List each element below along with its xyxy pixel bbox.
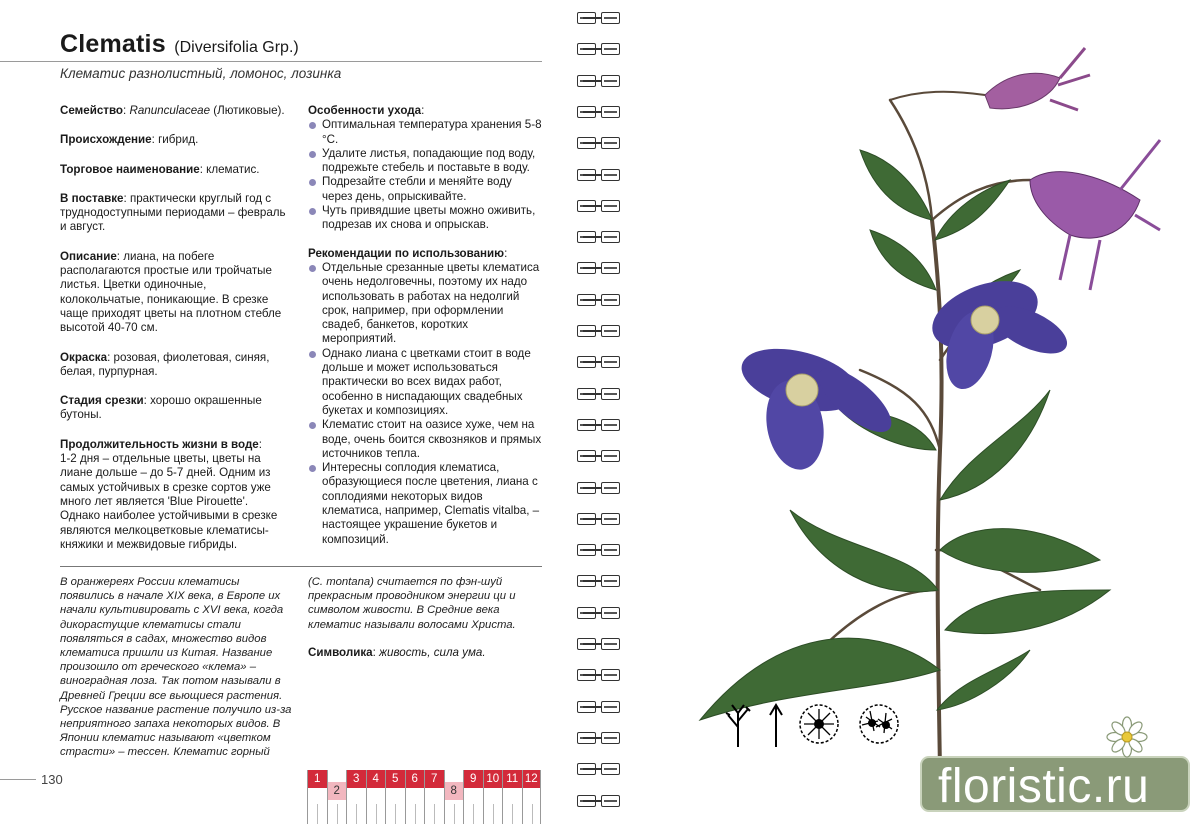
page-title (60, 30, 299, 59)
month-tick (454, 804, 455, 824)
month-label: 8 (445, 782, 464, 800)
month-tick (317, 804, 318, 824)
flower-open-left (735, 337, 901, 474)
binding-coil (577, 106, 623, 120)
history-text-right: (C. montana) считается по фэн-шуй прекрасным проводником энергии ци и символом живости. В Средние века клематис называли волосами Христа. (308, 576, 516, 631)
title-latin: Clematis (60, 30, 166, 58)
symbolism: Символика: живость, сила ума. (308, 646, 486, 659)
usage-heading: Рекомендации по использованию: (308, 246, 508, 260)
binding-coil (577, 169, 623, 183)
month-label: 7 (425, 770, 444, 788)
care-and-usage (308, 104, 544, 561)
list-item: Чуть привядшие цветы можно оживить, подрезав их снова и опрыскав. (308, 204, 544, 233)
month-label: 6 (406, 770, 425, 788)
binding-coil (577, 607, 623, 621)
list-item: Удалите листья, попадающие под воду, подрежьте стебель и поставьте в воду. (308, 147, 544, 176)
binding-coil (577, 75, 623, 89)
month-label: 2 (328, 782, 347, 800)
binding-coil (577, 262, 623, 276)
month-label: 5 (386, 770, 405, 788)
month-label: 12 (523, 770, 541, 788)
binding-coil (577, 388, 623, 402)
availability-calendar (307, 770, 542, 824)
month-label: 4 (367, 770, 386, 788)
binding-coil (577, 763, 623, 777)
month-cell (307, 770, 327, 824)
month-cell (327, 770, 347, 824)
month-label: 3 (347, 770, 366, 788)
month-cell (405, 770, 425, 824)
month-tick (415, 804, 416, 824)
binding-coil (577, 701, 623, 715)
month-tick (434, 804, 435, 824)
month-cell (444, 770, 464, 824)
plant-facts (60, 104, 290, 567)
plant-icons (724, 703, 904, 751)
spiral-binding (574, 0, 624, 824)
leaf (940, 390, 1050, 500)
binding-coil (577, 450, 623, 464)
binding-coil (577, 513, 623, 527)
month-label: 9 (464, 770, 483, 788)
page-subtitle: Клематис разнолистный, ломонос, лозинка (60, 66, 342, 81)
binding-coil (577, 482, 623, 496)
month-tick (337, 804, 338, 824)
month-cell (522, 770, 542, 824)
daisy-icon (1106, 716, 1148, 758)
binding-coil (577, 732, 623, 746)
binding-coil (577, 231, 623, 245)
binding-coil (577, 43, 623, 57)
fact-cut-stage: Стадия срезки: хорошо окрашенные бутоны. (60, 394, 262, 422)
month-cell (483, 770, 503, 824)
list-item: Подрезайте стебли и меняйте воду через день, опрыскивайте. (308, 175, 544, 204)
fact-vase-life: Продолжительность жизни в воде: 1-2 дня – отдельные цветы, цветы на лиане дольше – до 5-7 дней. Одним из самых устойчивых в срезке сортов уже много лет является 'Blue Pirouette'. Однако наиболее устойчивыми в срезке являются мелкоцветковые клематисы-княжики и межвидовые гибриды. (60, 437, 278, 551)
list-item: Оптимальная температура хранения 5-8 °С. (308, 118, 544, 147)
month-label: 11 (503, 770, 522, 788)
fact-description: Описание: лиана, на побеге располагаются простые или тройчатые листья. Цветки одиночные, колокольчатые, поникающие. В срезке чаще приходят цветы на плотном стебле высотой 40-70 см. (60, 249, 282, 335)
list-item: Интересны соплодия клематиса, образующиеся после цветения, лиана с соплодиями некоторых видов клематиса, например, Clematis vitalba, – настоящее украшение букетов и композиций. (308, 461, 544, 547)
double-flower-face-icon (856, 703, 902, 745)
month-tick (376, 804, 377, 824)
flower-bell-right (1030, 140, 1160, 290)
leaf (790, 510, 938, 592)
month-cell (463, 770, 483, 824)
care-list (308, 118, 544, 232)
leaf (945, 590, 1110, 634)
list-item: Отдельные срезанные цветы клематиса очень недолговечны, поэтому их надо использовать в работах на недолгий срок, например, при оформлении свадеб, банкетов, коротких мероприятий. (308, 261, 544, 347)
title-group: (Diversifolia Grp.) (174, 39, 299, 56)
month-cell (346, 770, 366, 824)
leaf (870, 230, 936, 290)
binding-coil (577, 200, 623, 214)
binding-coil (577, 294, 623, 308)
fact-trade-name: Торговое наименование: клематис. (60, 162, 260, 176)
leaf (935, 180, 1010, 240)
flower-face-icon (798, 703, 840, 745)
care-heading: Особенности ухода: (308, 104, 425, 117)
month-label: 1 (308, 770, 327, 788)
month-cell (366, 770, 386, 824)
month-tick (512, 804, 513, 824)
month-tick (395, 804, 396, 824)
month-cell (385, 770, 405, 824)
month-cell (424, 770, 444, 824)
leaf (940, 529, 1100, 573)
month-tick (532, 804, 533, 824)
logo-text: floristic.ru (938, 760, 1150, 813)
month-tick (356, 804, 357, 824)
binding-coil (577, 544, 623, 558)
logo-badge (920, 756, 1190, 812)
section-divider (60, 566, 542, 567)
binding-coil (577, 575, 623, 589)
upright-stem-icon (766, 703, 786, 747)
binding-coil (577, 419, 623, 433)
binding-coil (577, 325, 623, 339)
binding-coil (577, 669, 623, 683)
site-logo (920, 752, 1192, 816)
flower-open-center (923, 268, 1074, 394)
leaf (937, 650, 1030, 710)
fact-supply: В поставке: практически круглый год с труднодоступными периодами – февраль и август. (60, 191, 286, 234)
page-number: 130 (41, 772, 63, 787)
page-number-rule (0, 779, 36, 780)
month-tick (493, 804, 494, 824)
leaves (700, 150, 1110, 720)
flower-bud-top (985, 48, 1090, 110)
usage-list (308, 261, 544, 547)
month-label: 10 (484, 770, 503, 788)
title-divider (0, 61, 542, 62)
list-item: Однако лиана с цветками стоит в воде дольше и может использоваться практически во всех видах работ, особенно в ниспадающих свадебных букетах и композициях. (308, 347, 544, 418)
binding-coil (577, 12, 623, 26)
list-item: Клематис стоит на оазисе хуже, чем на воде, очень боится сквозняков и прямых источников тепла. (308, 418, 544, 461)
binding-coil (577, 638, 623, 652)
clematis-illustration (640, 30, 1200, 790)
binding-coil (577, 137, 623, 151)
branching-stem-icon (724, 703, 752, 747)
fact-family: Семейство: Ranunculaceae (Лютиковые). (60, 104, 285, 117)
fact-color: Окраска: розовая, фиолетовая, синяя, белая, пурпурная. (60, 350, 270, 378)
fact-origin: Происхождение: гибрид. (60, 133, 199, 147)
month-tick (473, 804, 474, 824)
binding-coil (577, 356, 623, 370)
month-cell (502, 770, 522, 824)
history-text-left: В оранжереях России клематисы появились в начале XIX века, в Европе их начали культивировать с XVI века, когда дикорастущие клематисы стали появляться в садах, множество видов клематиса пришли из Китая. Название произошло от греческого «клема» – виноградная лоза. Так потом называли в Древней Греции все вьющиеся растения. Русское название растение получило из-за неприятного запаха некоторых видов. В Японии клематис называют «цветком страсти» – тессен. Клематис горный (60, 576, 292, 759)
binding-coil (577, 795, 623, 809)
